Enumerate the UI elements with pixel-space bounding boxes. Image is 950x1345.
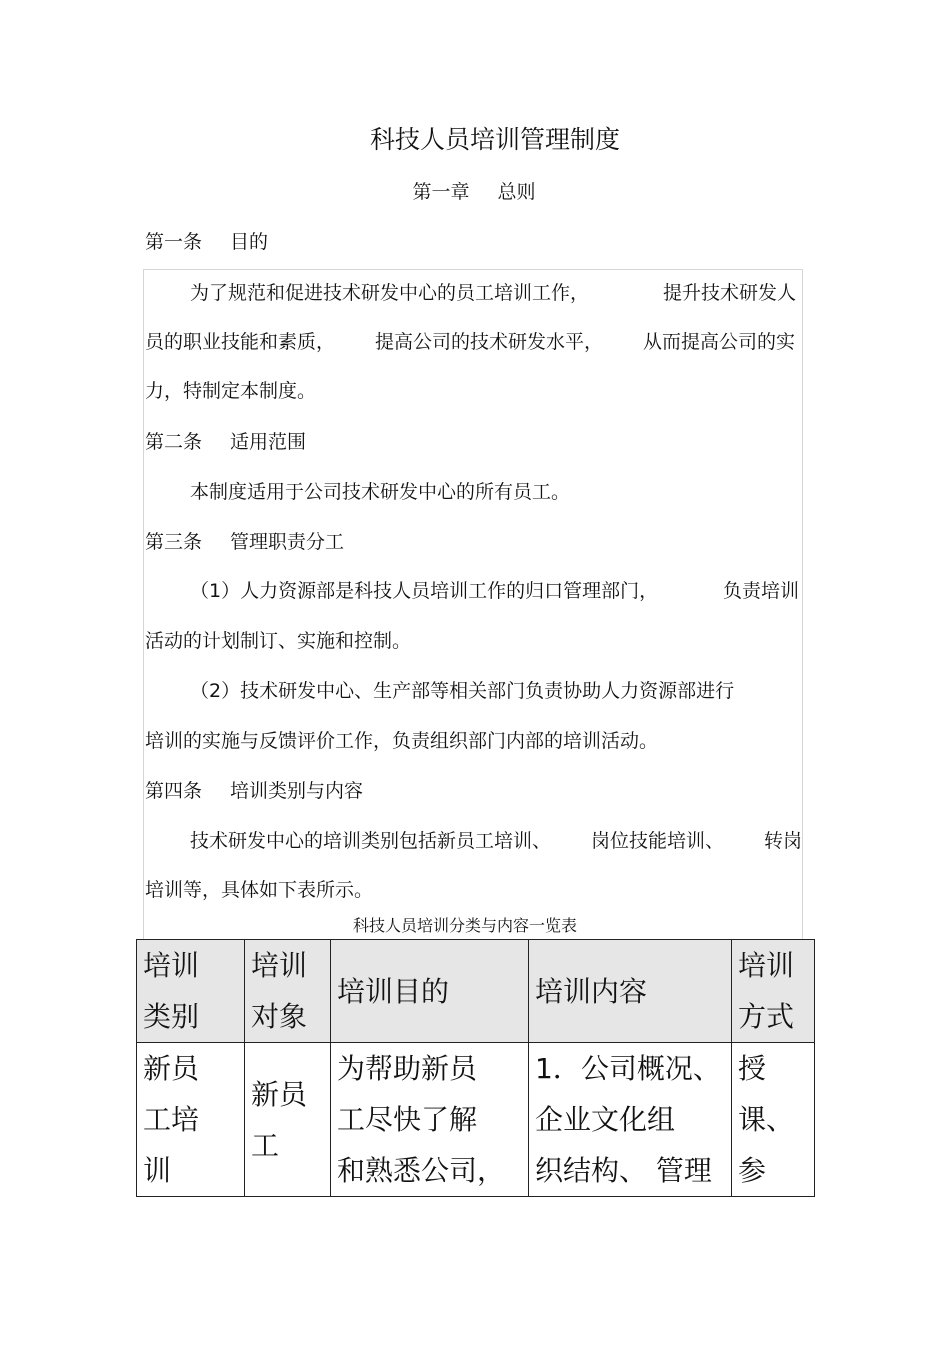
text-segment: 岗位技能培训、 — [590, 830, 724, 852]
text-segment: 技术研发中心的培训类别包括新员工培训、 — [190, 830, 552, 852]
article-title: 适用范围 — [230, 431, 307, 453]
article-1-heading — [145, 228, 268, 256]
article-3-line-1 — [190, 577, 799, 605]
text-segment: （1）人力资源部是科技人员培训工作的归口管理部门， — [190, 580, 659, 602]
article-1-line-2 — [145, 328, 795, 356]
article-3-line-4 — [145, 727, 658, 755]
article-2-heading — [145, 428, 306, 456]
text-segment: 员的职业技能和素质， — [145, 331, 336, 353]
table-header-row — [137, 940, 815, 1043]
header-cell-method: 培训 方式 — [732, 940, 815, 1043]
article-number: 第三条 — [145, 531, 203, 553]
article-1-line-1 — [190, 279, 796, 307]
text-segment: 从而提高公司的实 — [642, 331, 795, 353]
text-segment: 提升技术研发人 — [662, 282, 796, 304]
table-row — [137, 1043, 815, 1197]
text-segment: 负责培训 — [722, 580, 799, 602]
cell-method: 授 课、 参 — [732, 1043, 815, 1197]
text-segment: 培训等，具体如下表所示。 — [145, 879, 374, 901]
article-3-line-3 — [190, 677, 734, 705]
training-table — [136, 939, 815, 1197]
text-segment: 提高公司的技术研发水平， — [374, 331, 603, 353]
header-cell-content: 培训内容 — [529, 940, 732, 1043]
chapter-heading — [0, 178, 948, 206]
article-title: 目的 — [230, 231, 269, 253]
text-segment: 活动的计划制订、实施和控制。 — [145, 630, 412, 652]
cell-purpose: 为帮助新员 工尽快了解 和熟悉公司， — [331, 1043, 529, 1197]
article-2-line-1 — [190, 478, 570, 506]
cell-content: 1．公司概况、 企业文化组 织结构、 管理 — [529, 1043, 732, 1197]
text-segment: 本制度适用于公司技术研发中心的所有员工。 — [190, 481, 571, 503]
text-segment: 为了规范和促进技术研发中心的员工培训工作， — [190, 282, 590, 304]
article-4-line-2 — [145, 876, 373, 904]
header-cell-category: 培训 类别 — [137, 940, 245, 1043]
article-title: 培训类别与内容 — [230, 780, 364, 802]
text-segment: 转岗 — [763, 830, 802, 852]
article-4-line-1 — [190, 827, 802, 855]
text-segment: 力，特制定本制度。 — [145, 380, 317, 402]
article-number: 第一条 — [145, 231, 203, 253]
article-title: 管理职责分工 — [230, 531, 345, 553]
article-4-heading — [145, 777, 363, 805]
document-title: 科技人员培训管理制度 — [369, 125, 620, 154]
article-number: 第四条 — [145, 780, 203, 802]
cell-category: 新员 工培 训 — [137, 1043, 245, 1197]
article-3-heading — [145, 528, 344, 556]
article-3-line-2 — [145, 627, 411, 655]
header-cell-purpose: 培训目的 — [331, 940, 529, 1043]
article-number: 第二条 — [145, 431, 203, 453]
chapter-number: 第一章 — [412, 181, 470, 203]
text-segment: 培训的实施与反馈评价工作，负责组织部门内部的培训活动。 — [145, 730, 659, 752]
chapter-name: 总则 — [497, 181, 536, 203]
text-segment: （2）技术研发中心、生产部等相关部门负责协助人力资源部进行 — [190, 680, 735, 702]
table-caption: 科技人员培训分类与内容一览表 — [352, 916, 577, 935]
header-cell-target: 培训 对象 — [245, 940, 331, 1043]
cell-target: 新员 工 — [245, 1043, 331, 1197]
article-1-line-3 — [145, 377, 316, 405]
